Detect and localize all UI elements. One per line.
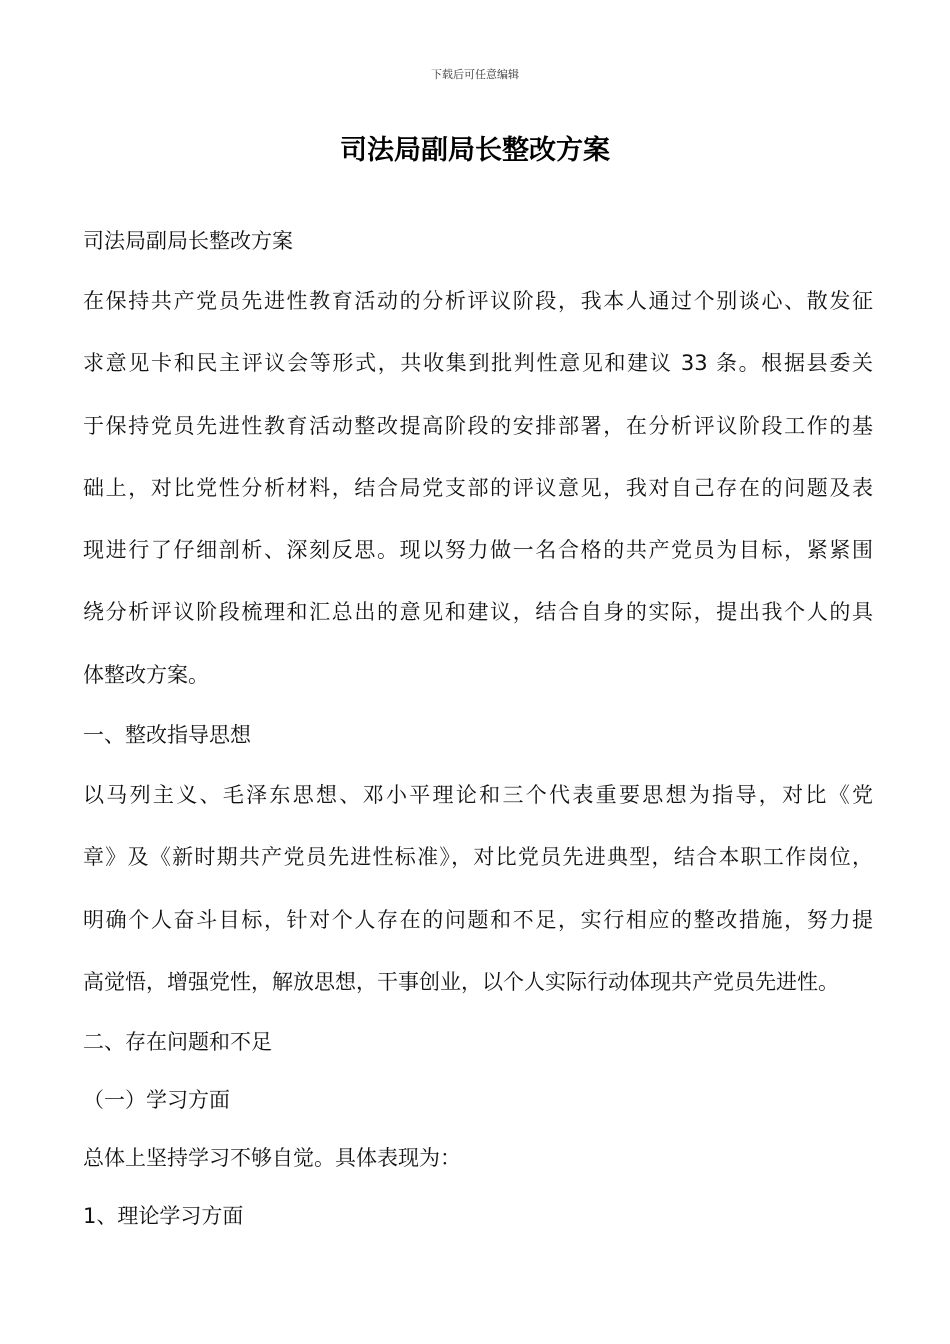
section1-paragraph (83, 764, 873, 1013)
subsection-text: 总体上坚持学习不够自觉。具体表现为： (83, 1146, 461, 1171)
paragraph-line: 础上，对比党性分析材料，结合局党支部的评议意见，我对自己存在的问题及表 (83, 475, 873, 500)
document-subtitle: 司法局副局长整改方案 (83, 229, 293, 253)
document-body (83, 212, 873, 1245)
paragraph-line: 章》及《新时期共产党员先进性标准》，对比党员先进典型，结合本职工作岗位， (83, 845, 873, 870)
item-heading: 1、理论学习方面 (83, 1204, 244, 1229)
section-heading: 一、整改指导思想 (83, 723, 251, 748)
intro-paragraph (83, 270, 873, 706)
paragraph-line: 高觉悟，增强党性，解放思想，干事创业，以个人实际行动体现共产党员先进性。 (83, 969, 839, 994)
header-note: 下载后可任意编辑 (431, 68, 519, 81)
paragraph-line: 明确个人奋斗目标，针对个人存在的问题和不足，实行相应的整改措施，努力提 (83, 907, 873, 932)
paragraph-line: 以马列主义、毛泽东思想、邓小平理论和三个代表重要思想为指导，对比《党 (83, 783, 873, 808)
document-title: 司法局副局长整改方案 (340, 135, 610, 166)
paragraph-line: 求意见卡和民主评议会等形式，共收集到批判性意见和建议 33 条。根据县委关 (83, 351, 873, 376)
paragraph-line: 体整改方案。 (83, 662, 209, 687)
paragraph-line: 于保持党员先进性教育活动整改提高阶段的安排部署，在分析评议阶段工作的基 (83, 413, 873, 438)
section-heading: 二、存在问题和不足 (83, 1030, 272, 1055)
paragraph-line: 在保持共产党员先进性教育活动的分析评议阶段，我本人通过个别谈心、散发征 (83, 289, 873, 313)
paragraph-line: 现进行了仔细剖析、深刻反思。现以努力做一名合格的共产党员为目标，紧紧围 (83, 538, 873, 563)
paragraph-line: 绕分析评议阶段梳理和汇总出的意见和建议，结合自身的实际，提出我个人的具 (83, 600, 873, 625)
subsection-heading: （一）学习方面 (83, 1088, 230, 1113)
